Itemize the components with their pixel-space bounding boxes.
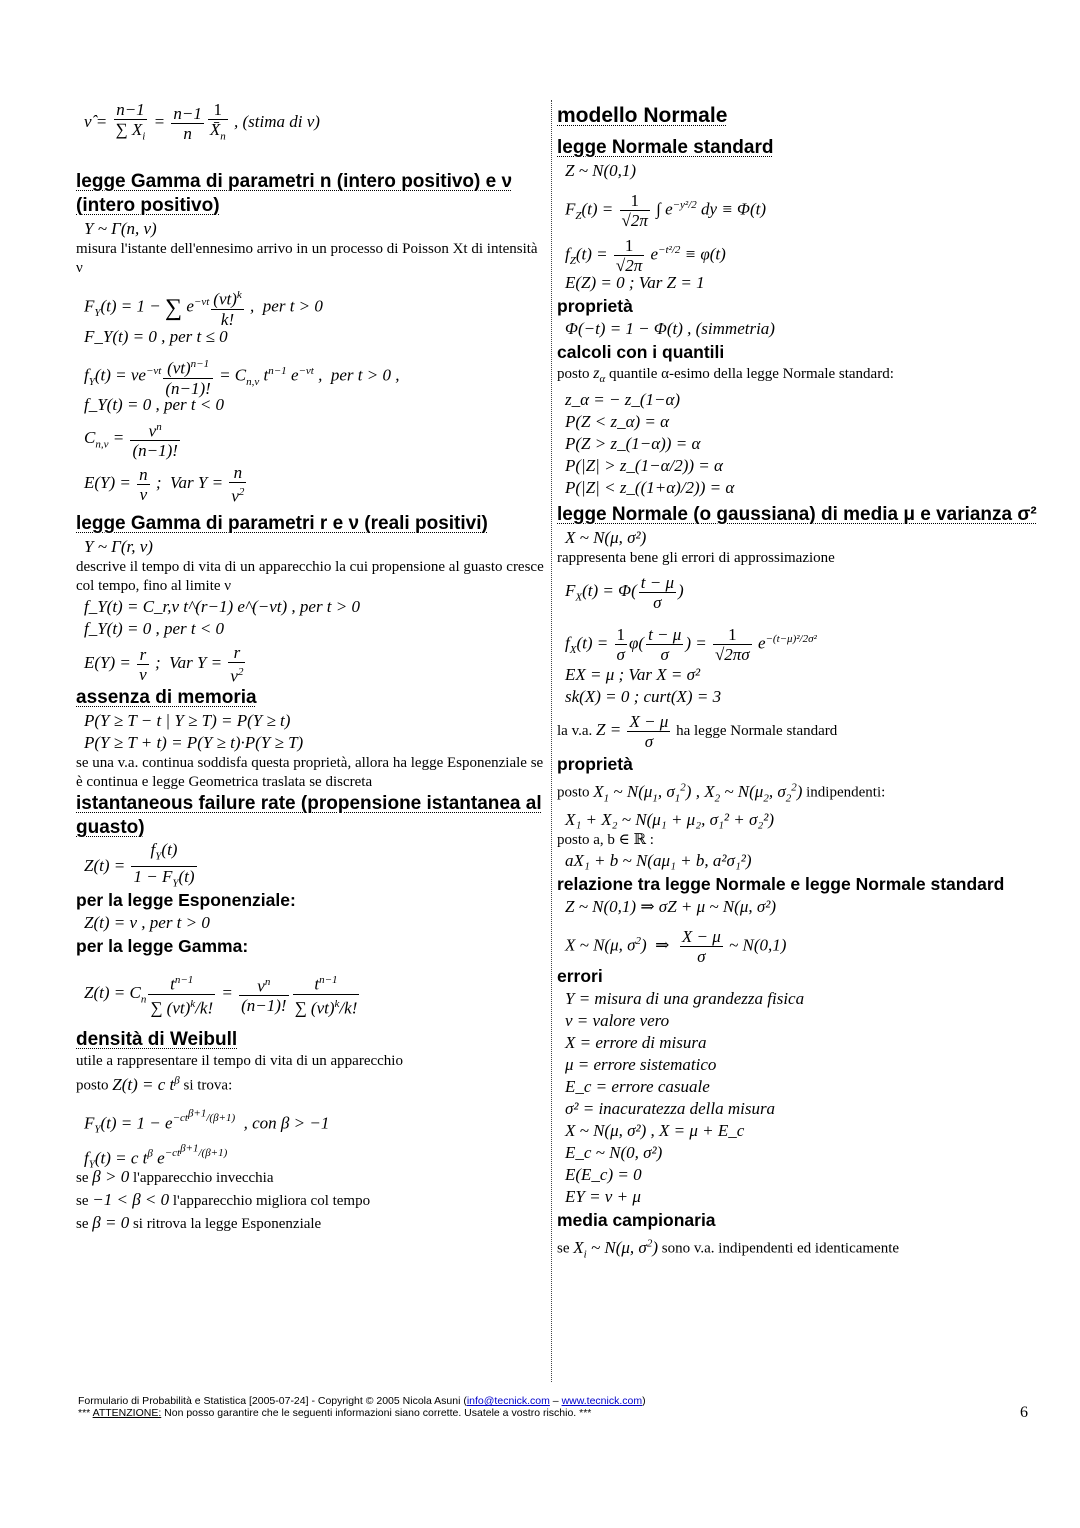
gauss-pdf: $f_X(t)$ = $\frac{1}{\sigma}$ φ( $\frac{t - \mu}{\sigma}$ ) = $\frac{1}{√2\pi\sigma}$ $e^{-(t-\mu)^2/2\sigma^2}$ (565, 625, 817, 665)
failure-heading: istantaneous failure rate (propensione istantanea al guasto) (76, 793, 542, 838)
memoria-line1: P(Y ≥ T − t | Y ≥ T) = P(Y ≥ t) (84, 711, 291, 730)
footer-line1 (78, 1395, 958, 1407)
footer-close: ) (642, 1395, 646, 1407)
err-line: μ = errore sistematico (565, 1055, 717, 1075)
std-dist: Z ~ N(0,1) (565, 161, 637, 180)
prop2-line2: X₁ + X₂ ~ N(μ₁ + μ₂, σ₁² + σ₂²) (565, 810, 775, 830)
failure-gamma-heading: per la legge Gamma: (76, 936, 249, 956)
err-line: EY = ν + μ (565, 1187, 641, 1207)
std-cdf: $F_Z(t)$ = $\frac{1}{√2\pi}$ ∫ $e^{-y^2/2}$ dy ≡ Φ(t) (565, 191, 767, 231)
gamma-int-pdf-zero: f_Y(t) = 0 , per t < 0 (84, 395, 225, 414)
gamma-int-dist: Y ~ Γ(n, ν) (84, 219, 157, 238)
gamma-real-pdf: f_Y(t) = C_r,ν t^(r−1) e^(−νt) , per t > 0 (84, 597, 361, 616)
se-label: se (76, 1169, 89, 1186)
left-column (76, 100, 546, 1235)
prop-heading: proprietà (557, 296, 633, 316)
gauss-cdf: $F_X(t) = \Phi$( $\frac{t - \mu}{\sigma}$ ) (565, 572, 684, 612)
quant-desc-text: quantile α-esimo della legge Normale standard: (609, 366, 894, 382)
gauss-heading: legge Normale (o gaussiana) di media μ e varianza σ² (557, 504, 1037, 526)
weibull-se1: se β > 0 l'apparecchio invecchia (76, 1166, 274, 1186)
footer-attention: ATTENZIONE: (92, 1407, 162, 1419)
std-heading: legge Normale standard (557, 137, 774, 158)
posto-label: posto (557, 784, 590, 801)
gauss-standardize: la v.a. Z = $\frac{X - \mu}{\sigma}$ ha legge Normale standard (557, 711, 838, 751)
weibull-desc: utile a rappresentare il tempo di vita di un apparecchio (76, 1053, 403, 1069)
memoria-line2: P(Y ≥ T + t) = P(Y ≥ t)·P(Y ≥ T) (84, 733, 304, 752)
quantile-2: P(Z < z_α) = α (565, 412, 670, 432)
gamma-int-const: $C_{n,\nu}$ = $\frac{\nu^n}{(n-1)!}$ (84, 416, 546, 460)
footer (78, 1395, 958, 1419)
page-number: 6 (1020, 1404, 1028, 1421)
gauss-std-text: ha legge Normale standard (676, 723, 838, 740)
weibull-se3: se β = 0 si ritrova la legge Esponenziale (76, 1212, 322, 1232)
err-line: X = errore di misura (565, 1033, 707, 1053)
rel-line2: X ~ N(μ, $\sigma^2$) ⇒ $\frac{X - \mu}{\sigma}$ ~ N(0,1) (565, 927, 787, 967)
err-line: ν = valore vero (565, 1011, 670, 1031)
weibull-pdf: $f_Y(t) = c$ $t^\beta$ $e^{-ct^{\beta+1}/(\beta+1)}$ (84, 1142, 228, 1171)
weibull-cond: , con β > −1 (243, 1112, 330, 1132)
quantile-1: z_α = − z_(1−α) (565, 390, 681, 410)
err-line: X ~ N(μ, σ²) , X = μ + E_c (565, 1121, 745, 1141)
gamma-int-cond3: per t > 0 , (330, 365, 400, 385)
stima-label: (stima di ν) (242, 112, 320, 132)
std-moments: E(Z) = 0 ; Var Z = 1 (565, 273, 705, 292)
footer-sep: – (549, 1395, 562, 1407)
failure-esp-line: Z(t) = ν , per t > 0 (84, 913, 210, 932)
err-line: E_c ~ N(0, σ²) (565, 1143, 663, 1163)
weibull-posto: posto Z(t) = c $t^\beta$ si trova: (76, 1074, 233, 1094)
normale-title: modello Normale (557, 104, 728, 127)
failure-gamma-formula: $Z(t) = C_n$ $\frac{t^{n-1}}{\sum (\nu t)^k/k!}$ = $\frac{\nu^n}{(n-1)!}$ $\frac{t^{n-1}}{\sum (\nu t)^k/k!}$ (84, 958, 546, 1028)
formula-nu-hat: ν̂ = $\frac{n-1}{\sum X_i}$ = $\frac{n-1}{n}$ $\frac{1}{X̄_n}$ , (stima di ν) (84, 100, 320, 143)
se-label: se (557, 1240, 570, 1257)
err-line: σ² = inacuratezza della misura (565, 1099, 776, 1119)
gamma-int-moments: E(Y) = $\frac{n}{\nu}$ ; Var Y = $\frac{n}{\nu^2}$ (84, 462, 245, 506)
gauss-dist: X ~ N(μ, σ²) (565, 528, 647, 548)
weibull-cdf: $F_Y(t) = 1 - e^{-ct^{\beta+1}/(\beta+1)}$ , con β > −1 (84, 1107, 330, 1136)
weibull-si-trova: si trova: (183, 1077, 233, 1094)
quantile-5: P(|Z| < z_((1+α)/2)) = α (565, 478, 735, 498)
footer-warning: Non posso garantire che le seguenti informazioni siano corrette. Usatele a vostro rischio. *** (161, 1407, 592, 1419)
err-line: Y = misura di una grandezza fisica (565, 989, 805, 1009)
quant-desc: posto $z_\alpha$ quantile α-esimo della legge Normale standard: (557, 365, 894, 386)
right-column (557, 100, 1037, 1265)
weibull-se2-text: l'apparecchio migliora col tempo (172, 1192, 371, 1209)
footer-stars: *** (78, 1407, 93, 1419)
column-divider (551, 100, 552, 1382)
quant-heading: calcoli con i quantili (557, 342, 725, 362)
quantile-3: P(Z > z_(1−α)) = α (565, 434, 701, 454)
prop-line: Φ(−t) = 1 − Φ(t) , (simmetria) (565, 319, 775, 338)
gauss-m1: EX = μ ; Var X = σ² (565, 665, 701, 685)
gamma-real-pdf-zero: f_Y(t) = 0 , per t < 0 (84, 619, 225, 638)
gamma-int-pdf: $f_Y(t) = \nu e^{-\nu t}$ $\frac{(\nu t)^{n-1}}{(n-1)!}$ = $C_{n,\nu}$ $t^{n-1}$ $e^{-\nu t}$ , per t > 0 , (84, 348, 546, 394)
gamma-real-desc: descrive il tempo di vita di un apparecchio la cui propensione al guasto cresce col tempo, fino al limite ν (76, 559, 544, 594)
se-label: se (76, 1192, 89, 1209)
posto-label: posto (557, 366, 590, 382)
prop2-line3: posto a, b ∈ ℝ : (557, 832, 654, 849)
gauss-desc: rappresenta bene gli errori di approssimazione (557, 550, 835, 567)
gamma-int-cond1: per t > 0 (262, 296, 323, 316)
gamma-real-dist: Y ~ Γ(r, ν) (84, 537, 153, 556)
media-line: se $X_i$ ~ N(μ, $\sigma^2$) sono v.a. indipendenti ed identicamente (557, 1237, 900, 1261)
gamma-real-heading: legge Gamma di parametri r e ν (reali positivi) (76, 513, 488, 534)
footer-email-link[interactable]: info@tecnick.com (466, 1395, 550, 1407)
err-line: E_c = errore casuale (565, 1077, 710, 1097)
media-line-text: sono v.a. indipendenti ed identicamente (661, 1240, 900, 1257)
err-line: E(E_c) = 0 (565, 1165, 642, 1185)
prop2-indip: indipendenti: (806, 784, 886, 801)
prop2-heading: proprietà (557, 754, 633, 775)
gauss-va-label: la v.a. (557, 723, 593, 740)
quantile-4: P(|Z| > z_(1−α/2)) = α (565, 456, 723, 476)
failure-formula: Z(t) = $\frac{f_Y(t)}{1 - F_Y(t)}$ (84, 840, 195, 890)
footer-line2 (78, 1407, 958, 1419)
weibull-se1-text: l'apparecchio invecchia (132, 1169, 274, 1186)
footer-copyright: Formulario di Probabilità e Statistica [2005-07-24] - Copyright © 2005 Nicola Asuni ( (78, 1395, 467, 1407)
weibull-posto-label: posto (76, 1077, 109, 1094)
gamma-int-cdf: $F_Y(t) = 1$ − ∑ $e^{-\nu t}$ $\frac{(\nu t)^k}{k!}$ , per t > 0 (84, 278, 546, 326)
footer-site-link[interactable]: www.tecnick.com (561, 1395, 643, 1407)
gamma-int-desc: misura l'istante dell'ennesimo arrivo in un processo di Poisson Xt di intensità ν (76, 241, 538, 276)
se-label: se (76, 1215, 89, 1232)
memoria-desc: se una v.a. continua soddisfa questa proprietà, allora ha legge Esponenziale se è continua e legge Geometrica traslata se discreta (76, 755, 544, 790)
weibull-heading: densità di Weibull (76, 1029, 238, 1050)
gamma-int-cdf-zero: F_Y(t) = 0 , per t ≤ 0 (84, 327, 228, 346)
prop2-line1: posto $X_1$ ~ $N(\mu_1$, $\sigma_1^2$) , $X_2$ ~ $N(\mu_2$, $\sigma_2^2$) indipendenti: (557, 781, 886, 805)
std-pdf: $f_Z(t)$ = $\frac{1}{√2\pi}$ $e^{-t^2/2} \equiv \varphi(t)$ (565, 236, 726, 276)
weibull-se2: se −1 < β < 0 l'apparecchio migliora col tempo (76, 1189, 371, 1209)
weibull-se3-text: si ritrova la legge Esponenziale (132, 1215, 322, 1232)
prop2-line4: aX₁ + b ~ N(aμ₁ + b, a²σ₁²) (565, 851, 752, 871)
rel-heading: relazione tra legge Normale e legge Normale standard (557, 874, 1005, 895)
gauss-m2: sk(X) = 0 ; curt(X) = 3 (565, 687, 722, 707)
failure-esp-heading: per la legge Esponenziale: (76, 890, 296, 910)
rel-line1: Z ~ N(0,1) ⇒ σZ + μ ~ N(μ, σ²) (565, 897, 777, 917)
media-heading: media campionaria (557, 1210, 716, 1231)
memoria-heading: assenza di memoria (76, 687, 257, 708)
gamma-int-heading: legge Gamma di parametri n (intero positivo) e ν (intero positivo) (76, 171, 513, 216)
gamma-real-moments: E(Y) = $\frac{r}{\nu}$ ; Var Y = $\frac{r}{\nu^2}$ (84, 642, 244, 686)
err-heading: errori (557, 966, 603, 987)
